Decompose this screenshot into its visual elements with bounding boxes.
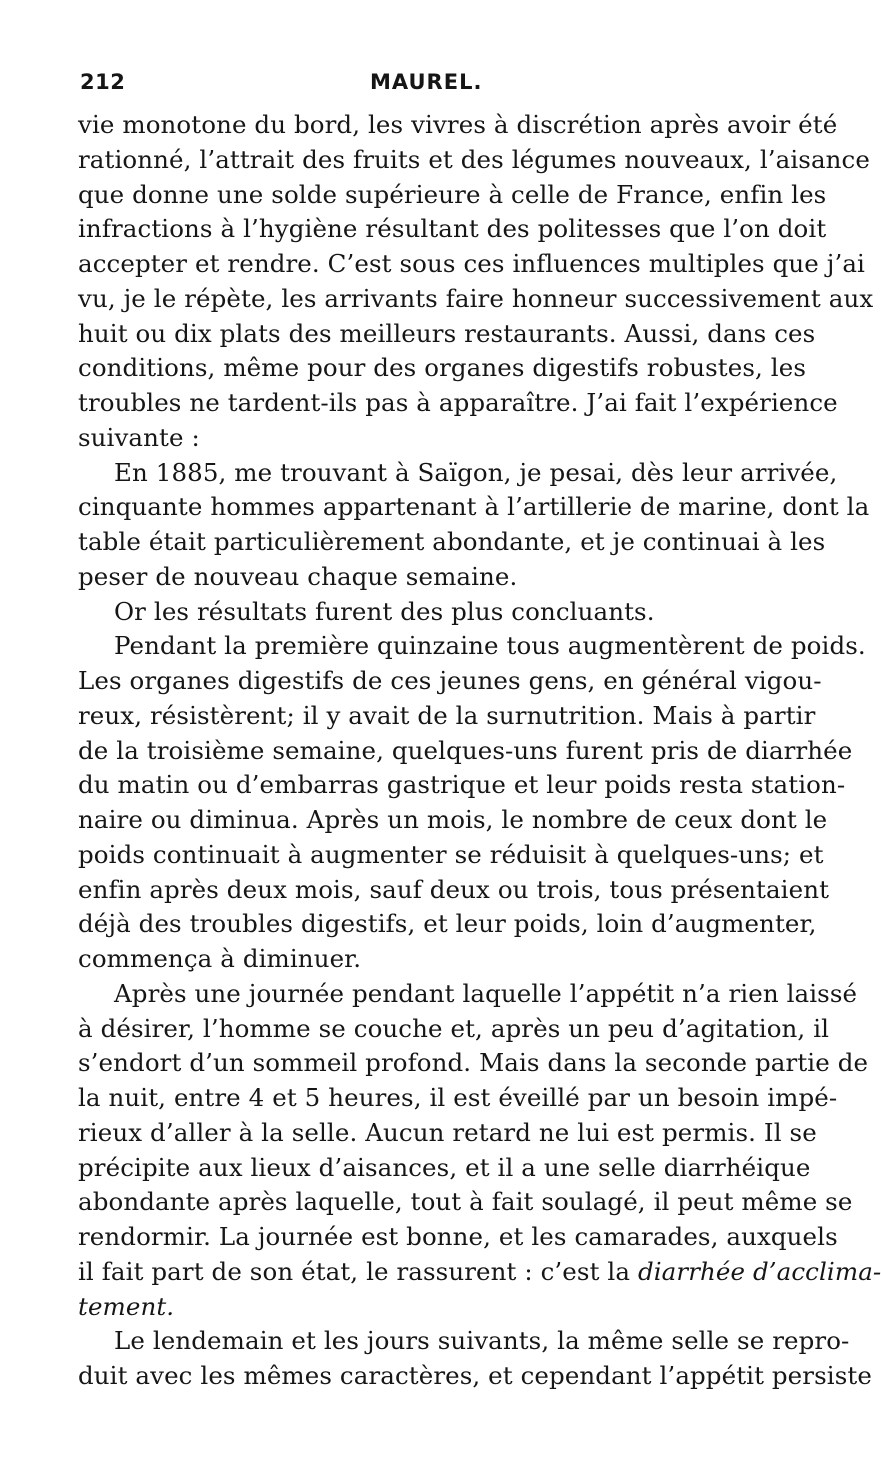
text-line: tement. <box>78 1291 175 1321</box>
text-line: cinquante hommes appartenant à l’artillerie de marine, dont la <box>78 492 870 522</box>
text-line: abondante après laquelle, tout à fait soulagé, il peut même se <box>78 1187 853 1217</box>
text-line: Après une journée pendant laquelle l’appétit n’a rien laissé <box>114 978 858 1008</box>
text-line: naire ou diminua. Après un mois, le nombre de ceux dont le <box>78 805 828 834</box>
text-line: Le lendemain et les jours suivants, la même selle se repro- <box>114 1326 850 1356</box>
text-line: rationné, l’attrait des fruits et des légumes nouveaux, l’aisance <box>78 144 870 174</box>
text-line: de la troisième semaine, quelques-uns furent pris de diarrhée <box>78 735 853 765</box>
text-line: déjà des troubles digestifs, et leur poids, loin d’augmenter, <box>78 909 817 939</box>
running-head: MAUREL. <box>370 70 483 94</box>
text-line: duit avec les mêmes caractères, et cependant l’appétit persiste <box>78 1361 872 1390</box>
text-line: commença à diminuer. <box>78 944 362 973</box>
text-line: infractions à l’hygiène résultant des politesses que l’on doit <box>78 214 827 244</box>
text-line: accepter et rendre. C’est sous ces influences multiples que j’ai <box>78 249 865 278</box>
text-line: conditions, même pour des organes digestifs robustes, les <box>78 353 807 383</box>
text-line: s’endort d’un sommeil profond. Mais dans la seconde partie de <box>78 1048 869 1078</box>
text-line: table était particulièrement abondante, et je continuai à les <box>78 527 826 556</box>
body-text <box>78 108 881 1394</box>
text-line: vu, je le répète, les arrivants faire honneur successivement aux <box>78 283 874 313</box>
italic-term: diarrhée d’acclima- <box>637 1256 881 1286</box>
text-line: En 1885, me trouvant à Saïgon, je pesai, dès leur arrivée, <box>114 457 838 487</box>
text-line: à désirer, l’homme se couche et, après un peu d’agitation, il <box>78 1013 830 1043</box>
text-line: du matin ou d’embarras gastrique et leur poids resta station- <box>78 770 846 800</box>
text-line: huit ou dix plats des meilleurs restaurants. Aussi, dans ces <box>78 318 816 348</box>
text-line: que donne une solde supérieure à celle de France, enfin les <box>78 179 827 209</box>
text-line: suivante : <box>78 422 200 452</box>
text-segment: il fait part de son état, le rassurent : c’est la <box>78 1256 638 1286</box>
text-line: peser de nouveau chaque semaine. <box>78 561 518 591</box>
text-line: rieux d’aller à la selle. Aucun retard ne lui est permis. Il se <box>78 1117 817 1147</box>
page-header <box>80 70 790 106</box>
text-line: troubles ne tardent-ils pas à apparaître. J’ai fait l’expérience <box>78 388 838 417</box>
page-number: 212 <box>80 70 126 94</box>
text-line: vie monotone du bord, les vivres à discrétion après avoir été <box>78 110 838 139</box>
text-line: rendormir. La journée est bonne, et les camarades, auxquels <box>78 1222 838 1251</box>
text-line <box>78 1255 881 1290</box>
text-line: Les organes digestifs de ces jeunes gens, en général vigou- <box>78 666 822 695</box>
text-line: enfin après deux mois, sauf deux ou trois, tous présentaient <box>78 874 830 904</box>
text-line: précipite aux lieux d’aisances, et il a une selle diarrhéique <box>78 1152 811 1182</box>
text-line: reux, résistèrent; il y avait de la surnutrition. Mais à partir <box>78 700 816 730</box>
text-line: la nuit, entre 4 et 5 heures, il est éveillé par un besoin impé- <box>78 1083 838 1112</box>
text-line: poids continuait à augmenter se réduisit à quelques-uns; et <box>78 839 824 869</box>
text-line: Pendant la première quinzaine tous augmentèrent de poids. <box>114 631 866 661</box>
text-line: Or les résultats furent des plus concluants. <box>114 596 655 626</box>
